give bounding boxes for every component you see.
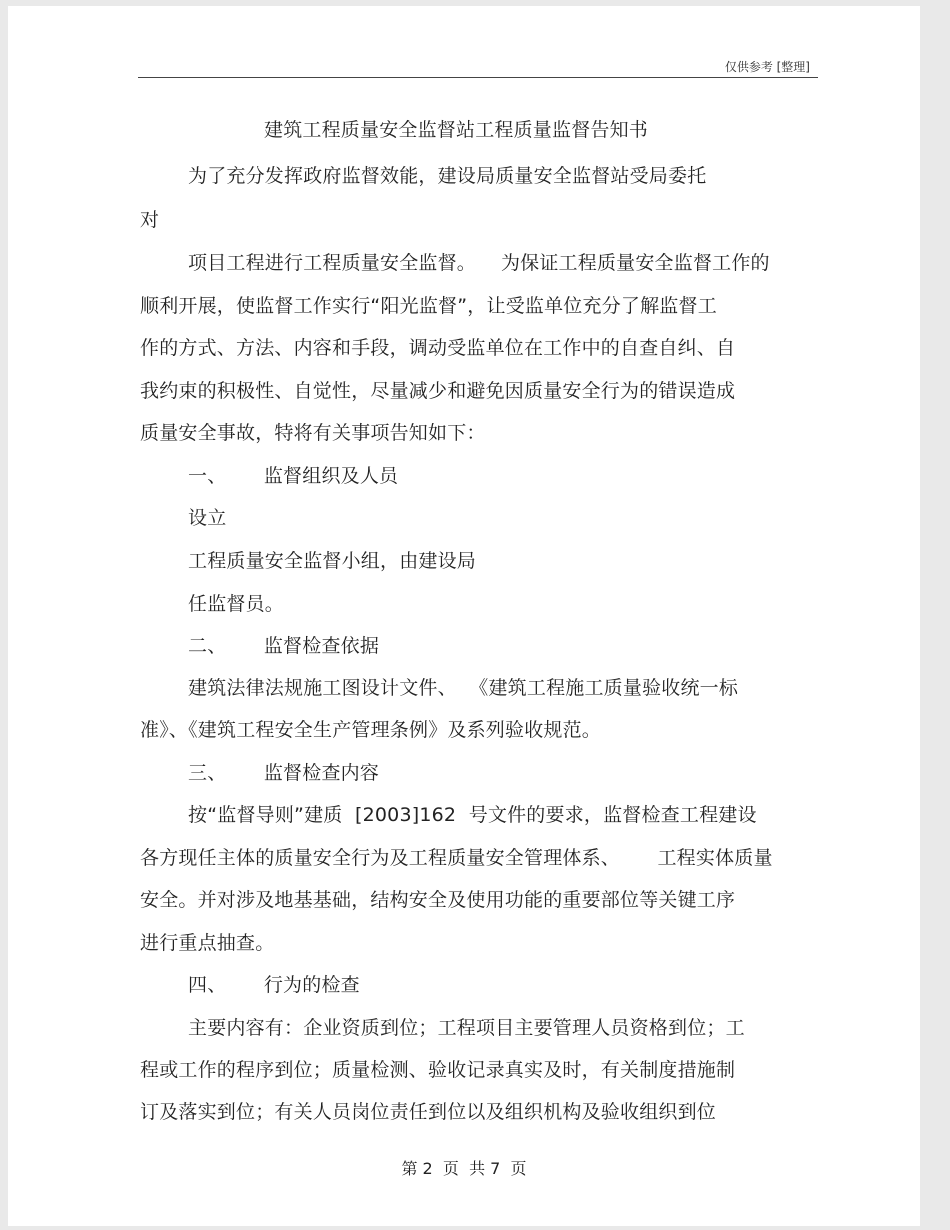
paragraph-line: 为了充分发挥政府监督效能，建设局质量安全监督站受局委托 [188, 165, 707, 187]
header-divider [138, 77, 818, 78]
paragraph-line: 项目工程进行工程质量安全监督。 为保证工程质量安全监督工作的 [188, 252, 770, 274]
paragraph-line: 对 [140, 209, 160, 231]
paragraph-line: 订及落实到位；有关人员岗位责任到位以及组织机构及验收组织到位 [140, 1101, 717, 1123]
paragraph-line: 准》、《建筑工程安全生产管理条例》及系列验收规范。 [140, 719, 602, 741]
paragraph-line: 工程质量安全监督小组，由建设局 [188, 550, 477, 572]
section-heading: 二、 监督检查依据 [188, 635, 380, 657]
paragraph-line: 进行重点抽查。 [140, 932, 275, 954]
page-number-footer: 第 2 页 共 7 页 [401, 1159, 527, 1178]
paragraph-line: 顺利开展，使监督工作实行“阳光监督”，让受监单位充分了解监督工 [140, 295, 717, 317]
paragraph-line: 建筑法律法规施工图设计文件、 《建筑工程施工质量验收统一标 [188, 677, 739, 699]
paragraph-line: 质量安全事故，特将有关事项告知如下： [140, 422, 486, 444]
paragraph-line: 各方现任主体的质量安全行为及工程质量安全管理体系、 工程实体质量 [140, 847, 773, 869]
paragraph-line: 程或工作的程序到位；质量检测、验收记录真实及时，有关制度措施制 [140, 1059, 736, 1081]
header-note: 仅供参考 [整理] [724, 60, 810, 74]
section-heading: 三、 监督检查内容 [188, 762, 380, 784]
document-title: 建筑工程质量安全监督站工程质量监督告知书 [264, 119, 649, 141]
section-heading: 四、 行为的检查 [188, 974, 360, 996]
paragraph-line: 任监督员。 [188, 593, 285, 615]
paragraph-line: 按“监督导则”建质 [2003]162 号文件的要求，监督检查工程建设 [188, 804, 757, 826]
paragraph-line: 作的方式、方法、内容和手段，调动受监单位在工作中的自查自纠、自 [140, 337, 736, 359]
section-heading: 一、 监督组织及人员 [188, 465, 399, 487]
paragraph-line: 我约束的积极性、自觉性，尽量减少和避免因质量安全行为的错误造成 [140, 380, 736, 402]
paragraph-line: 安全。并对涉及地基基础，结构安全及使用功能的重要部位等关键工序 [140, 889, 736, 911]
paragraph-line: 设立 [188, 507, 227, 529]
document-page [8, 6, 920, 1226]
paragraph-line: 主要内容有：企业资质到位；工程项目主要管理人员资格到位；工 [188, 1017, 745, 1039]
